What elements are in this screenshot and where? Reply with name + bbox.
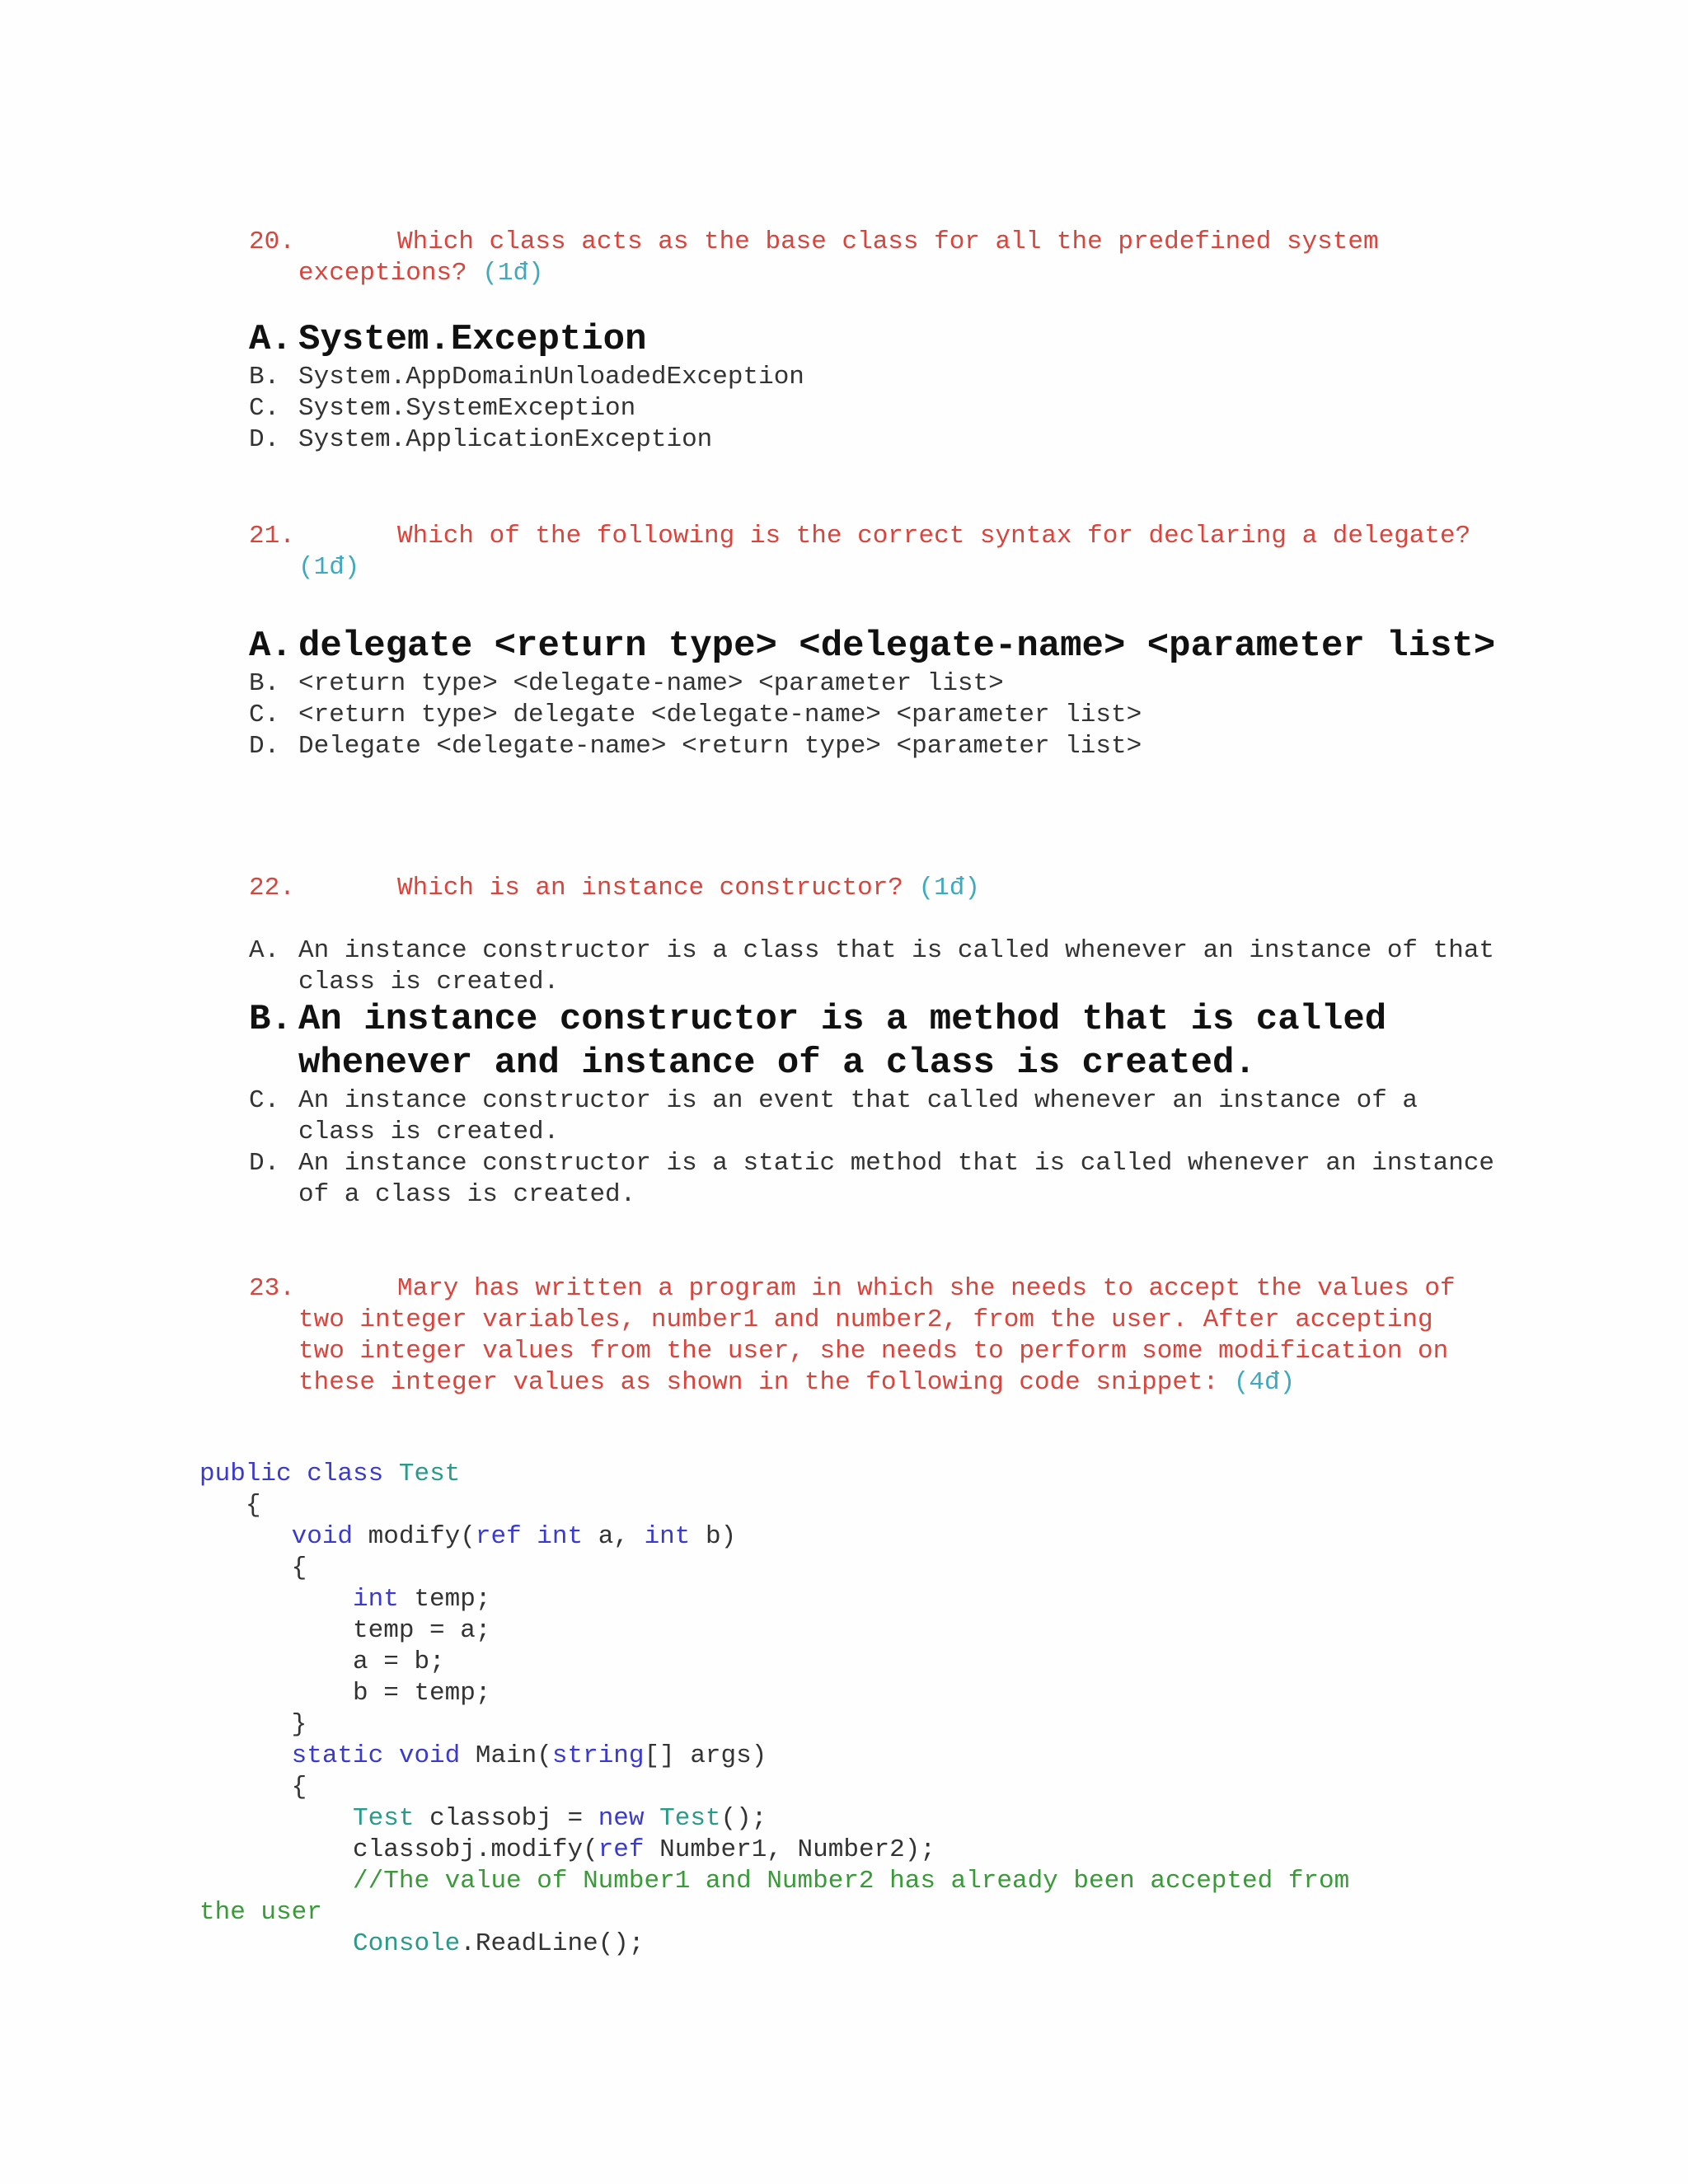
option-text: delegate <return type> <delegate-name> <parameter list>: [298, 626, 1496, 667]
option-text: <return type> delegate <delegate-name> <parameter list>: [298, 701, 1142, 729]
question-number: 20.: [249, 227, 295, 256]
option-text: System.SystemException: [298, 394, 636, 423]
option-text: Delegate <delegate-name> <return type> <parameter list>: [298, 732, 1142, 761]
question-23-text: [249, 1273, 1485, 1399]
option-text: System.Exception: [298, 319, 647, 360]
option-b: [249, 362, 1502, 393]
question-text-line2: delegate?: [1332, 522, 1471, 551]
question-21-text: [249, 521, 1485, 583]
option-letter: D.: [249, 425, 280, 454]
option-c: [249, 1085, 1502, 1148]
question-points: (1đ): [298, 553, 360, 582]
option-letter: C.: [249, 701, 280, 729]
question-text-line2: values of two integer variables, number1 and number2, from the user. After accepting two integer values from the user, she needs to perform some modification on these integer values as shown in the following code snippet:: [298, 1274, 1456, 1397]
question-number: 22.: [249, 874, 295, 902]
question-text-line1: Which of the following is the correct syntax for declaring a: [397, 522, 1318, 551]
option-text: An instance constructor is an event that called whenever an instance of a class is created.: [298, 1086, 1418, 1146]
question-20: [249, 227, 1485, 289]
question-22-text: [249, 873, 1485, 904]
question-number: 23.: [249, 1274, 295, 1303]
option-d: [249, 731, 1502, 762]
code-line: a = b;: [353, 1647, 445, 1676]
option-d: [249, 1148, 1502, 1211]
option-letter: D.: [249, 1149, 280, 1178]
question-number: 21.: [249, 522, 295, 551]
option-text: <return type> <delegate-name> <parameter list>: [298, 669, 1004, 698]
question-22-options: [249, 935, 1502, 1211]
option-letter: B.: [249, 999, 293, 1040]
option-text: System.AppDomainUnloadedException: [298, 363, 804, 391]
option-b: [249, 668, 1502, 700]
code-snippet: [199, 1459, 1518, 1960]
option-letter: C.: [249, 394, 280, 423]
question-text-line1: Mary has written a program in which she needs to accept the: [397, 1274, 1302, 1303]
question-20-options: [249, 318, 1502, 456]
code-line: static void Main(string[] args): [291, 1741, 767, 1770]
code-line: {: [245, 1491, 261, 1520]
code-line: public class Test: [199, 1460, 461, 1488]
question-21-options: [249, 625, 1502, 762]
code-line: //The value of Number1 and Number2 has already been accepted from: [353, 1867, 1350, 1896]
option-a-correct: [249, 625, 1502, 668]
code-line: classobj.modify(ref Number1, Number2);: [353, 1835, 935, 1864]
code-line: {: [291, 1554, 307, 1582]
option-letter: B.: [249, 363, 280, 391]
option-letter: A.: [249, 626, 293, 667]
option-letter: C.: [249, 1086, 280, 1115]
question-23: [249, 1273, 1485, 1399]
option-text: An instance constructor is a static method that is called whenever an instance of a class is created.: [298, 1149, 1495, 1209]
question-points: (1đ): [918, 874, 980, 902]
code-line: }: [291, 1710, 307, 1739]
code-line: Test classobj = new Test();: [353, 1804, 767, 1833]
option-a: [249, 935, 1502, 998]
option-d: [249, 424, 1502, 456]
option-text: An instance constructor is a class that is called whenever an instance of that class is created.: [298, 936, 1495, 996]
question-points: (1đ): [482, 259, 544, 288]
code-line: int temp;: [353, 1585, 491, 1614]
option-text: An instance constructor is a method that is called whenever and instance of a class is created.: [298, 999, 1387, 1084]
option-letter: A.: [249, 319, 293, 360]
option-b-correct: [249, 998, 1502, 1085]
option-c: [249, 393, 1502, 424]
question-points: (4đ): [1233, 1368, 1296, 1397]
code-line: Console.ReadLine();: [353, 1929, 645, 1958]
question-text-line1: Which is an instance constructor?: [397, 874, 903, 902]
question-22: [249, 873, 1485, 904]
code-line: the user: [199, 1898, 322, 1927]
code-line: temp = a;: [353, 1616, 491, 1645]
code-line: b = temp;: [353, 1679, 491, 1708]
question-text-line1: Which class acts as the base class for all the predefined system: [397, 227, 1379, 256]
option-c: [249, 700, 1502, 731]
question-20-text: [249, 227, 1485, 289]
question-text-line2: exceptions?: [298, 259, 467, 288]
option-letter: B.: [249, 669, 280, 698]
option-text: System.ApplicationException: [298, 425, 713, 454]
option-a-correct: [249, 318, 1502, 362]
question-21: [249, 521, 1485, 583]
option-letter: D.: [249, 732, 280, 761]
code-line: {: [291, 1773, 307, 1802]
code-line: void modify(ref int a, int b): [291, 1522, 737, 1551]
option-letter: A.: [249, 936, 280, 965]
